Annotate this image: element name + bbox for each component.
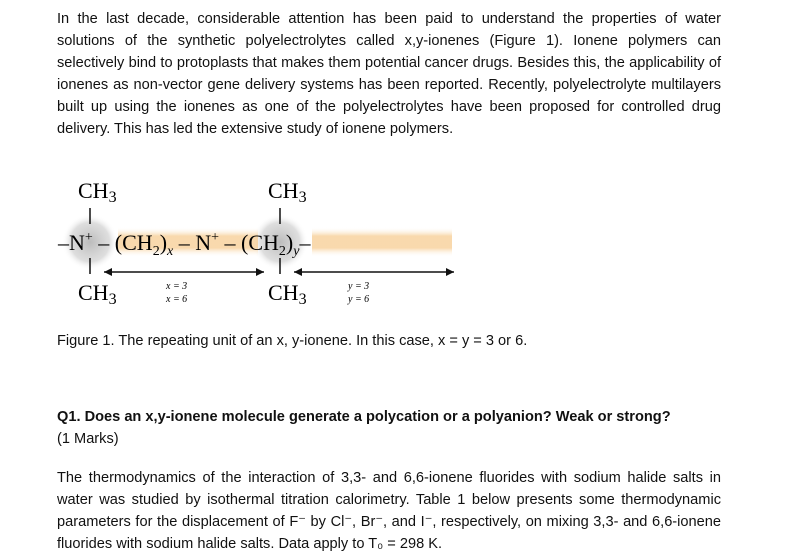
y-arrow-head-right (446, 268, 454, 276)
chain-text: $-N^+ - (CH_2)_x - N^+ - (CH_2)_y-$ (58, 230, 311, 259)
ch3-top-left: CH3 (78, 178, 117, 206)
ch3-bottom-right: CH3 (268, 280, 307, 308)
figure-caption: Figure 1. The repeating unit of an x, y-ionene. In this case, x = y = 3 or 6. (57, 333, 528, 349)
x-arrow-head-right (256, 268, 264, 276)
intro-paragraph: In the last decade, considerable attention has been paid to understand the properties of water solutions of the synthetic polyelectrolytes called x,y-ionenes (Figure 1). Ionene polymers can selectively bind to protoplasts that makes them potential cancer drugs. Besides this, the applicability of ionenes as non-vector gene delivery systems has been reported. Recently, polyelectrolyte multilayers built up using the ionenes as one of the polyelectrolytes have been proposed for controlled drug delivery. This has led the extensive study of ionene polymers. (57, 11, 721, 137)
question-q1: Q1. Does an x,y-ionene molecule generate a polycation or a polyanion? Weak or strong? (57, 409, 671, 425)
y-label-2: y = 6 (348, 294, 370, 305)
y-arrow-head-left (294, 268, 302, 276)
y-label-1: y = 3 (348, 281, 370, 292)
ch3-bottom-left: CH3 (78, 280, 117, 308)
question-marks: (1 Marks) (57, 431, 119, 447)
thermodynamics-paragraph: The thermodynamics of the interaction of 3,3- and 6,6-ionene fluorides with sodium halide salts in water was studied by isothermal titration calorimetry. Table 1 below presents some thermodynamic parameters for the displacement of F⁻ by Cl⁻, Br⁻, and I⁻, respectively, on mixing 3,3- and 6,6-ionene fluorides with sodium halide salts. Data apply to T₀ = 298 K. (57, 470, 721, 552)
x-arrow-head-left (104, 268, 112, 276)
ionene-structure-figure (50, 172, 470, 312)
x-label-1: x = 3 (166, 281, 188, 292)
x-label-2: x = 6 (166, 294, 188, 305)
ch2-glow-y (312, 227, 452, 257)
ch3-top-right: CH3 (268, 178, 307, 206)
